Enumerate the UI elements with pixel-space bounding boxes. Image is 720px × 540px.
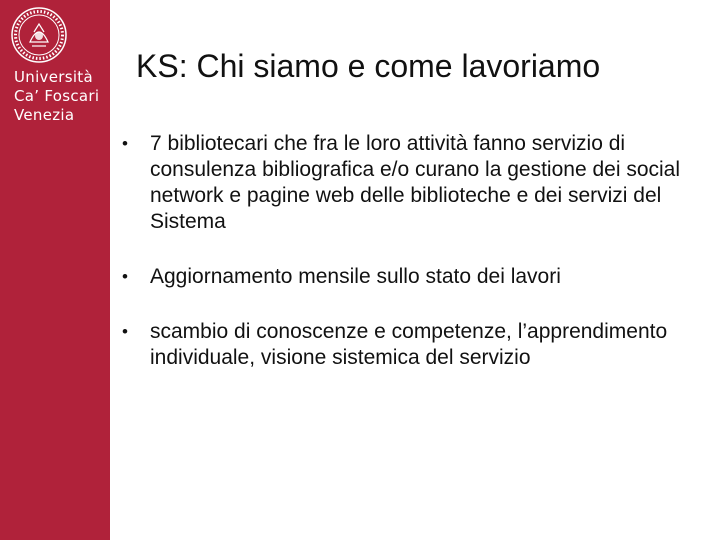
logo-line: Venezia: [14, 106, 75, 124]
bullet-item: [122, 319, 692, 371]
university-seal-icon: [10, 6, 68, 64]
university-sidebar: [0, 0, 110, 540]
slide-title: KS: Chi siamo e come lavoriamo: [136, 48, 601, 84]
bullet-marker: •: [122, 322, 128, 341]
bullet-marker: •: [122, 267, 128, 286]
logo-line: Ca’ Foscari: [14, 87, 100, 105]
bullet-text: scambio di conoscenze e competenze, l’apprendimento individuale, visione sistemica del servizio: [150, 320, 668, 369]
bullet-item: [122, 264, 692, 290]
bullet-text: 7 bibliotecari che fra le loro attività fanno servizio di consulenza bibliografica e/o curano la gestione dei social network e pagine web delle biblioteche e dei servizi del Sistema: [150, 132, 681, 233]
bullet-list: [122, 131, 692, 371]
university-logotype: [14, 68, 99, 125]
bullet-text: Aggiornamento mensile sullo stato dei lavori: [150, 265, 561, 288]
bullet-item: [122, 131, 692, 235]
bullet-marker: •: [122, 134, 128, 153]
logo-line: Università: [14, 68, 93, 86]
